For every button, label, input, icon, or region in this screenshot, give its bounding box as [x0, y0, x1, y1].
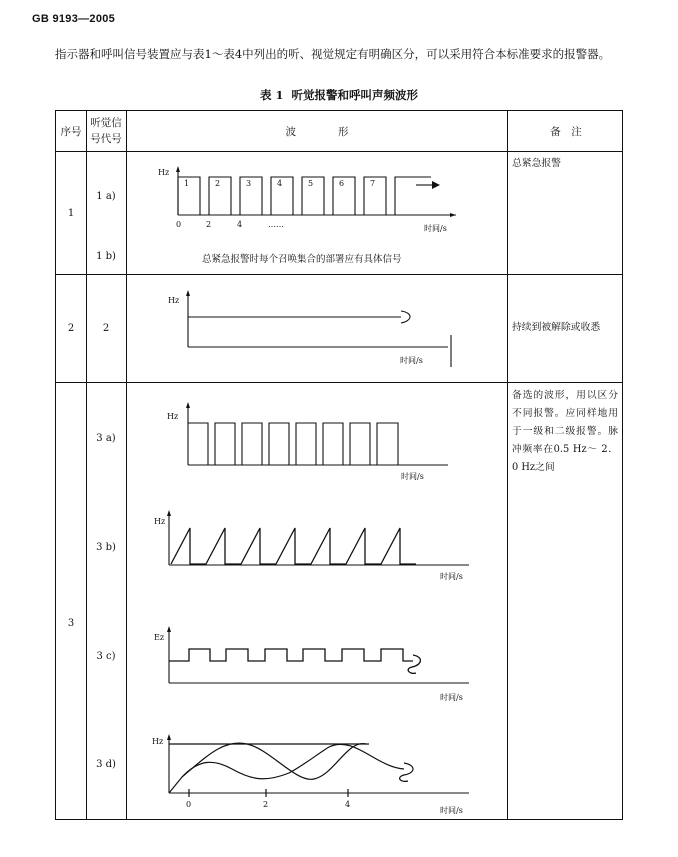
time-label-3c: 时间/s — [440, 693, 463, 702]
col-divider-code — [126, 111, 127, 819]
row-divider-2 — [56, 382, 622, 383]
pulse-number-6: 6 — [339, 179, 345, 188]
x-tick-1a-4: 4 — [237, 220, 243, 229]
time-label-2: 时间/s — [400, 356, 423, 365]
header-divider — [56, 151, 622, 152]
row1-code-a: 1 a) — [96, 191, 116, 202]
row1-waveform-text: 总紧急报警时每个召唤集合的部署应有具体信号 — [202, 254, 402, 265]
break-mark-2 — [401, 311, 410, 323]
row3-code-d: 3 d) — [96, 759, 116, 770]
row3-remark: 备选的波形，用以区分不同报警。应同样地用于一级和二级报警。脉冲频率在0.5 Hz～ 2．0 Hz之间 — [512, 390, 618, 473]
hz-label-3d: Hz — [152, 737, 164, 746]
hz-label-1a: Hz — [158, 168, 170, 177]
row3-seq: 3 — [67, 618, 75, 629]
row2-remark: 持续到被解除或收悉 — [512, 322, 601, 333]
hz-label-3b: Hz — [154, 517, 166, 526]
time-label-3b: 时间/s — [440, 572, 463, 581]
break-mark-3c — [408, 655, 420, 673]
time-label-3a: 时间/s — [401, 472, 424, 481]
pulse-number-1: 1 — [184, 179, 190, 188]
col-divider-seq — [86, 111, 87, 819]
row3-code-c: 3 c) — [96, 651, 116, 662]
row1-remark: 总紧急报警 — [512, 158, 561, 169]
header-waveform: 波 形 — [285, 126, 349, 138]
sawtooth-train-3b — [171, 528, 416, 564]
x-tick-1a-0: 0 — [176, 220, 182, 229]
pulse-number-2: 2 — [215, 179, 221, 188]
pulse-number-4: 4 — [277, 179, 283, 188]
x-tick-3d-4: 4 — [345, 800, 351, 809]
hz-label-2: Hz — [168, 296, 180, 305]
sweep-upper-3d — [169, 743, 366, 793]
standard-code: GB 9193—2005 — [32, 13, 116, 25]
row3-code-a: 3 a) — [96, 433, 116, 444]
time-label-1a: 时间/s — [424, 224, 447, 233]
caption-title: 听觉报警和呼叫声频波形 — [291, 88, 418, 102]
sweep-lower-3d — [182, 744, 404, 778]
waveform-3a — [168, 399, 458, 481]
waveform-1a — [156, 163, 456, 238]
header-code: 听觉信号代号 — [90, 117, 122, 145]
pulse-number-7: 7 — [370, 179, 376, 188]
x-tick-3d-2: 2 — [263, 800, 269, 809]
waveform-3c — [154, 621, 474, 706]
hz-label-3c: Ez — [154, 633, 165, 642]
intro-paragraph: 指示器和呼叫信号装置应与表1～表4中列出的听、视觉规定有明确区分，可以采用符合本标准要求的报警器。 — [55, 47, 611, 61]
hz-label-3a: Hz — [167, 412, 179, 421]
waveform-3b — [154, 511, 474, 606]
caption-number: 表 1 — [259, 88, 284, 102]
pulse-number-3: 3 — [246, 179, 252, 188]
arrow-head-1a — [432, 181, 440, 189]
pulse-number-5: 5 — [308, 179, 314, 188]
header-remarks: 备 注 — [550, 126, 582, 138]
x-tick-3d-0: 0 — [186, 800, 192, 809]
waveform-3d — [154, 731, 474, 816]
row1-seq: 1 — [67, 208, 75, 219]
row1-code-b: 1 b) — [96, 251, 116, 262]
row3-code-b: 3 b) — [96, 542, 116, 553]
waveform-table — [55, 110, 623, 820]
two-level-train-3c — [169, 649, 413, 661]
waveform-2 — [168, 289, 458, 371]
time-label-3d: 时间/s — [440, 806, 463, 815]
row-divider-1 — [56, 274, 622, 275]
col-divider-remarks — [507, 111, 508, 819]
pulse-train-3a — [188, 423, 398, 465]
x-tick-1a-2: 2 — [206, 220, 212, 229]
row2-seq: 2 — [67, 323, 75, 334]
row2-code: 2 — [102, 323, 110, 334]
header-seq: 序号 — [60, 126, 82, 138]
break-mark-3d — [400, 763, 413, 781]
table-caption — [0, 87, 678, 103]
x-tick-1a-ellipsis: …… — [268, 220, 284, 229]
